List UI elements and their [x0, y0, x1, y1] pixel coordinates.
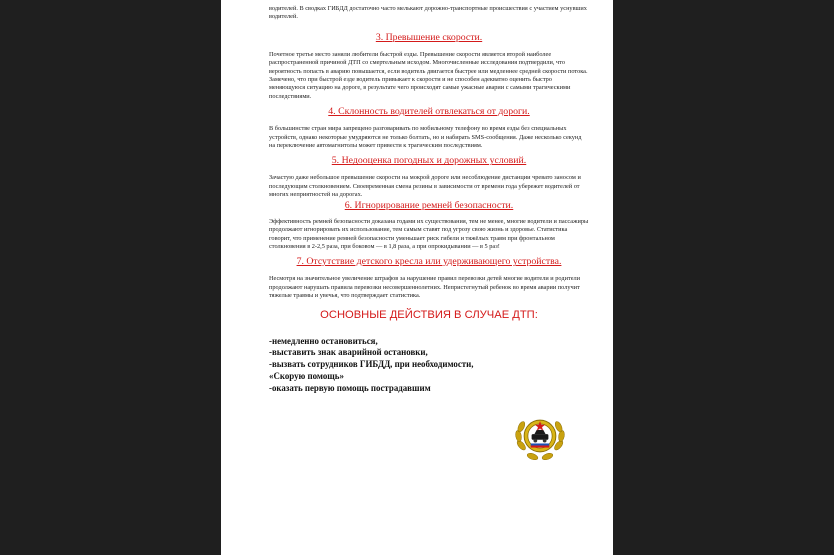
- document-page[interactable]: [221, 0, 613, 555]
- page-content: [269, 5, 589, 395]
- section-heading-speeding: 3. Превышение скорости.: [375, 31, 483, 43]
- action-item: -оказать первую помощь пострадавшим: [269, 382, 431, 393]
- section-text-speeding: Почетное третье место заняли любители быстрой езды. Превышение скорости является второй наиболее распространенной причиной ДТП со смертельным исходом. Многочисленные исследования подтвердили, что вероятность попасть в аварию повышается, если водитель двигается быстрее или медленнее средней скорости потока. Замечено, что при быстрой езде водитель привыкает к скорости и не способен адекватно оценить быстро меняющуюся ситуацию на дороге, в результате чего происходят самые ужасные аварии с самыми трагическими последствиями.: [269, 50, 588, 100]
- section-heading-child-seat: 7. Отсутствие детского кресла или удерживающего устройства.: [296, 256, 562, 268]
- action-item: -вызвать сотрудников ГИБДД, при необходимости,: [269, 359, 474, 370]
- section-heading-distraction: 4. Склонность водителей отвлекаться от дороги.: [328, 106, 530, 118]
- intro-paragraph: водителей. В сводках ГИБДД достаточно часто мелькают дорожно-транспортные происшествия с участием уснувших водителей.: [269, 5, 587, 21]
- action-item: -выставить знак аварийной остановки,: [269, 347, 428, 358]
- action-item: -немедленно остановиться,: [269, 335, 378, 346]
- actions-list: [269, 336, 589, 395]
- gibdd-emblem-icon: [512, 408, 568, 464]
- section-heading-weather: 5. Недооценка погодных и дорожных условий.: [331, 155, 527, 167]
- section-heading-seatbelts: 6. Игнорирование ремней безопасности.: [344, 199, 514, 211]
- action-item: «Скорую помощь»: [269, 370, 344, 381]
- section-text-weather: Зачастую даже небольшое превышение скорости на мокрой дороге или несоблюдение дистанции чревато заносом и последующим столкновением. Своевременная смена резины в зависимости от времени года убережет водителей от многих неприятностей на дорогах.: [269, 174, 581, 199]
- section-text-child-seat: Несмотря на значительное увеличение штрафов за нарушение правил перевозки детей многие водители и родители продолжают нарушать правила перевозки несовершеннолетних. Непристегнутый ребенок во время аварии получит тяжелые травмы и увечья, что подтверждает статистика.: [269, 275, 580, 300]
- section-text-seatbelts: Эффективность ремней безопасности доказана годами их существования, тем не менее, многие водители и пассажиры продолжают игнорировать их использование, тем самым ставят под угрозу свою жизнь и здоровье. Статистика говорит, что применение ремней безопасности уменьшает риск гибели и тяжёлых травм при фронтальном столкновения в 2-2,5 раза, при боковом — в 1,8 раза, а при опрокидывании — в 5 раз!: [269, 217, 589, 250]
- section-text-distraction: В большинстве стран мира запрещено разговаривать по мобильному телефону во время езды без специальных устройств, однако некоторые умудряются не только болтать, но и набирать SMS-сообщения. Даже несколько секунд на переключение автомагнитолы может привести к трагическим последствиям.: [269, 125, 582, 150]
- actions-heading: ОСНОВНЫЕ ДЕЙСТВИЯ В СЛУЧАЕ ДТП:: [320, 308, 538, 321]
